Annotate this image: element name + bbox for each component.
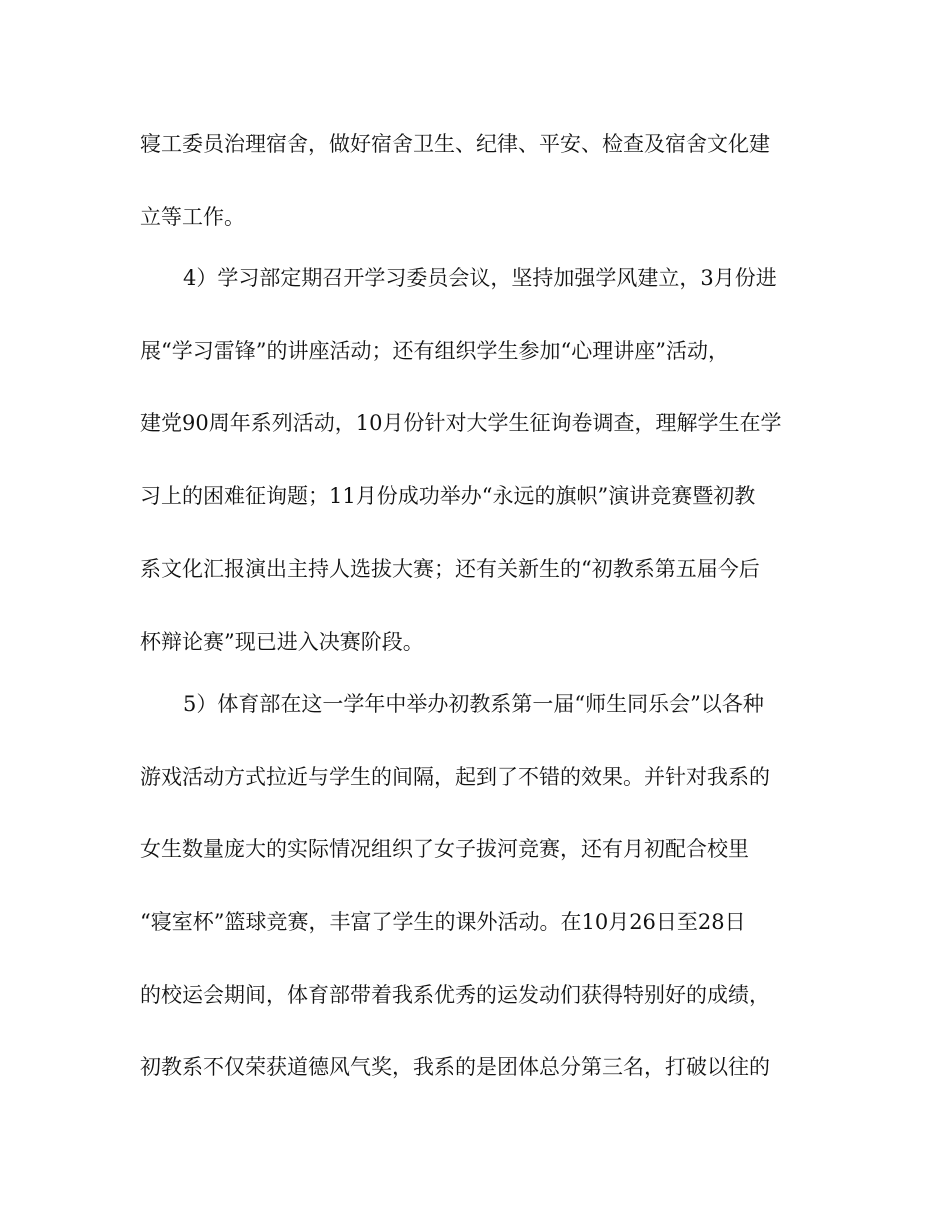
text-line: 展“学习雷锋”的讲座活动；还有组织学生参加“心理讲座”活动， <box>140 339 729 363</box>
text-line: 的校运会期间，体育部带着我系优秀的运发动们获得特别好的成绩， <box>140 983 770 1007</box>
paragraph-start-line: 4）学习部定期召开学习委员会议，坚持加强学风建立，3月份进 <box>183 266 777 290</box>
text-line: 立等工作。 <box>140 205 245 229</box>
text-line: 游戏活动方式拉近与学生的间隔，起到了不错的效果。并针对我系的 <box>140 765 770 789</box>
text-line: 女生数量庞大的实际情况组织了女子拔河竞赛，还有月初配合校里 <box>140 837 749 861</box>
text-line: “寝室杯”篮球竞赛，丰富了学生的课外活动。在10月26日至28日 <box>140 910 746 934</box>
paragraph-start-line: 5）体育部在这一学年中举办初教系第一届“师生同乐会”以各种 <box>183 692 764 716</box>
text-line: 系文化汇报演出主持人选拔大赛；还有关新生的“初教系第五届今后 <box>140 557 760 581</box>
text-line: 杯辩论赛”现已进入决赛阶段。 <box>140 630 424 654</box>
text-line: 初教系不仅荣获道德风气奖，我系的是团体总分第三名，打破以往的 <box>140 1055 770 1079</box>
text-line: 建党90周年系列活动，10月份针对大学生征询卷调查，理解学生在学 <box>140 411 782 435</box>
text-line: 习上的困难征询题；11月份成功举办“永远的旗帜”演讲竞赛暨初教 <box>140 484 756 508</box>
text-line: 寝工委员治理宿舍，做好宿舍卫生、纪律、平安、检查及宿舍文化建 <box>140 132 770 156</box>
